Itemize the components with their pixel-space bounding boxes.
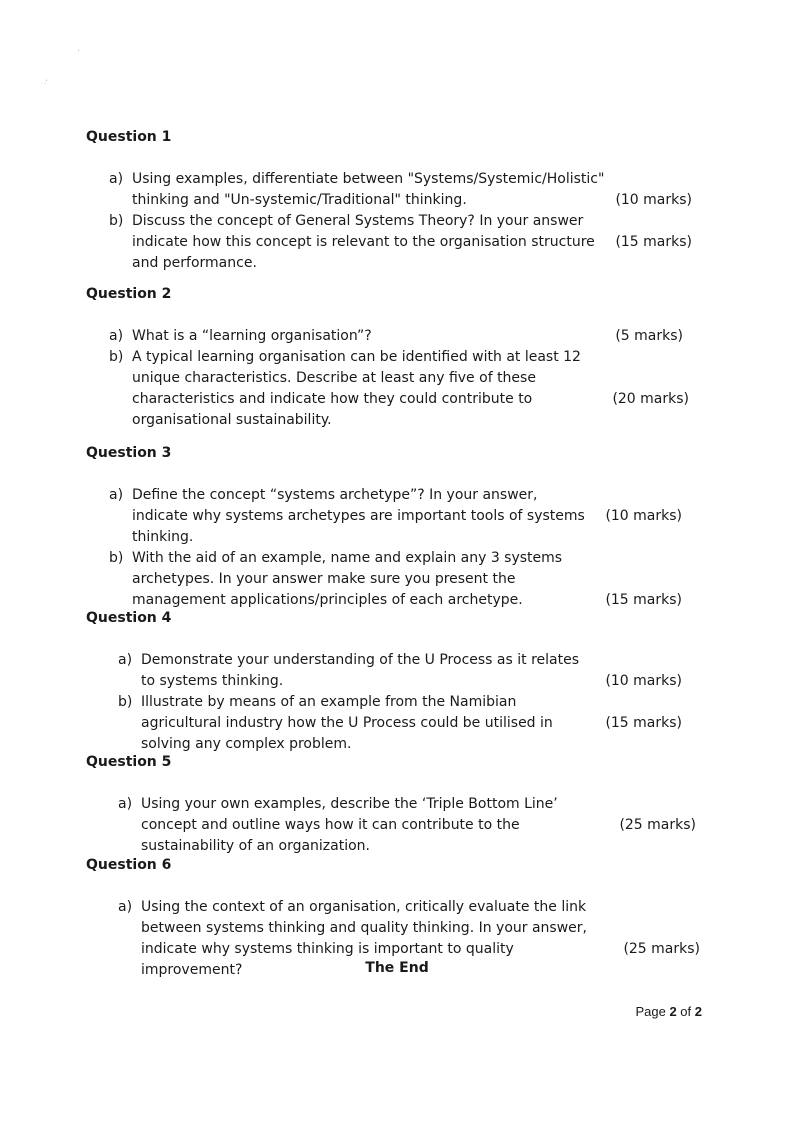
question-item-a — [118, 794, 696, 857]
item-text: Using the context of an organisation, critically evaluate the link between systems thinking and quality thinking. In your answer, indicate why systems thinking is important to quality improvement? — [141, 899, 587, 978]
item-text: Discuss the concept of General Systems Theory? In your answer indicate how this concept is relevant to the organisation structure and performance. — [132, 213, 595, 271]
item-marks: (5 marks) — [615, 328, 683, 344]
item-text: With the aid of an example, name and explain any 3 systems archetypes. In your answer make sure you present the management applications/principles of each archetype. — [132, 550, 563, 608]
page-total: 2 — [694, 1004, 702, 1019]
item-text: Demonstrate your understanding of the U Process as it relates to systems thinking. — [141, 652, 579, 689]
item-text: A typical learning organisation can be identified with at least 12 unique characteristics. Describe at least any five of these characteristics and indicate how they could contribute to organisational sustainability. — [132, 349, 581, 428]
item-label: a) — [118, 899, 133, 915]
item-label: a) — [109, 487, 124, 503]
question-items — [86, 169, 692, 274]
of-word: of — [680, 1004, 692, 1019]
item-marks: (15 marks) — [605, 592, 682, 608]
item-marks: (15 marks) — [605, 715, 682, 731]
question-3 — [86, 445, 726, 608]
item-text: What is a “learning organisation”? — [132, 328, 372, 344]
exam-page: ' .' Question 1 a) (10 marks) Using examples, differentiate between "Systems/Systemic/Holistic" thinking and "Un-systemic/Traditional" thinking. b) (15 marks) Discuss the concept of General Systems Theory? In your answer indicate how this concept is relevant to the organisation structure and performance. Question 2 a) (5 marks) What is a “learning organisation”? b) (20 marks) A typical learning organisation can be identified with at least 12 unique characteristics. Describe at least any five of these characteristics and indicate how they could contribute to organisational sustainability. Question 3 a) (10 marks) Define the concept “systems archetype”? In your answer, indicate why systems archetypes are important tools of systems thinking. b) (15 marks) With the aid of an example, name and explain any 3 systems archetypes. In your answer make sure you present the management applications/principles of each archetype. Question 4 a) (10 marks) Demonstrate your understanding of the U Process as it relates to systems thinking. b) (15 marks) Illustrate by means of an example from the Namibian agricultural industry how the U Process could be utilised in solving any complex problem. Question 5 a) (25 marks) Using your own examples, describe the ‘Triple Bottom Line’ concept and outline ways how it can contribute to the sustainability of an organization. Question 6 a) (25 marks) Using the context of an organisation, critically evaluate the link between systems thinking and quality thinking. In your answer, indicate why systems thinking is important to quality improvement? The End Page 2 of 2 — [0, 0, 794, 1122]
item-label: b) — [118, 694, 133, 710]
question-title: Question 4 — [86, 610, 172, 626]
question-title: Question 5 — [86, 754, 172, 770]
question-5 — [86, 754, 726, 854]
question-items — [86, 650, 682, 755]
question-item-a — [109, 485, 682, 548]
question-title: Question 6 — [86, 857, 172, 873]
question-4 — [86, 610, 726, 752]
page-word: Page — [635, 1004, 666, 1019]
item-label: b) — [109, 550, 124, 566]
question-items — [86, 794, 696, 857]
question-title: Question 2 — [86, 286, 172, 302]
item-text: Illustrate by means of an example from the Namibian agricultural industry how the U Process could be utilised in solving any complex problem. — [141, 694, 553, 752]
item-label: a) — [118, 796, 133, 812]
item-label: a) — [109, 171, 124, 187]
question-item-b — [109, 347, 702, 431]
question-1 — [86, 129, 726, 271]
item-marks: (25 marks) — [619, 817, 696, 833]
item-text: Using your own examples, describe the ‘Triple Bottom Line’ concept and outline ways how it can contribute to the sustainability of an organization. — [141, 796, 558, 854]
item-label: b) — [109, 349, 124, 365]
item-label: b) — [109, 213, 124, 229]
question-item-a — [109, 169, 692, 211]
question-2 — [86, 286, 726, 428]
item-text: Define the concept “systems archetype”? In your answer, indicate why systems archetypes are important tools of systems thinking. — [132, 487, 585, 545]
the-end-text: The End — [365, 960, 429, 976]
item-label: a) — [118, 652, 133, 668]
page-number-footer — [635, 1004, 702, 1019]
item-text: Using examples, differentiate between "Systems/Systemic/Holistic" thinking and "Un-systemic/Traditional" thinking. — [132, 171, 605, 208]
item-marks: (20 marks) — [612, 391, 689, 407]
question-item-a — [118, 650, 682, 692]
question-item-b — [109, 548, 682, 611]
question-item-b — [118, 692, 682, 755]
question-item-b — [109, 211, 692, 274]
page-current: 2 — [669, 1004, 677, 1019]
question-title: Question 3 — [86, 445, 172, 461]
question-items — [86, 326, 702, 431]
item-marks: (25 marks) — [623, 941, 700, 957]
question-title: Question 1 — [86, 129, 172, 145]
item-marks: (10 marks) — [605, 673, 682, 689]
item-marks: (15 marks) — [615, 234, 692, 250]
item-label: a) — [109, 328, 124, 344]
question-items — [86, 485, 682, 611]
item-marks: (10 marks) — [615, 192, 692, 208]
item-marks: (10 marks) — [605, 508, 682, 524]
question-item-a — [109, 326, 683, 347]
